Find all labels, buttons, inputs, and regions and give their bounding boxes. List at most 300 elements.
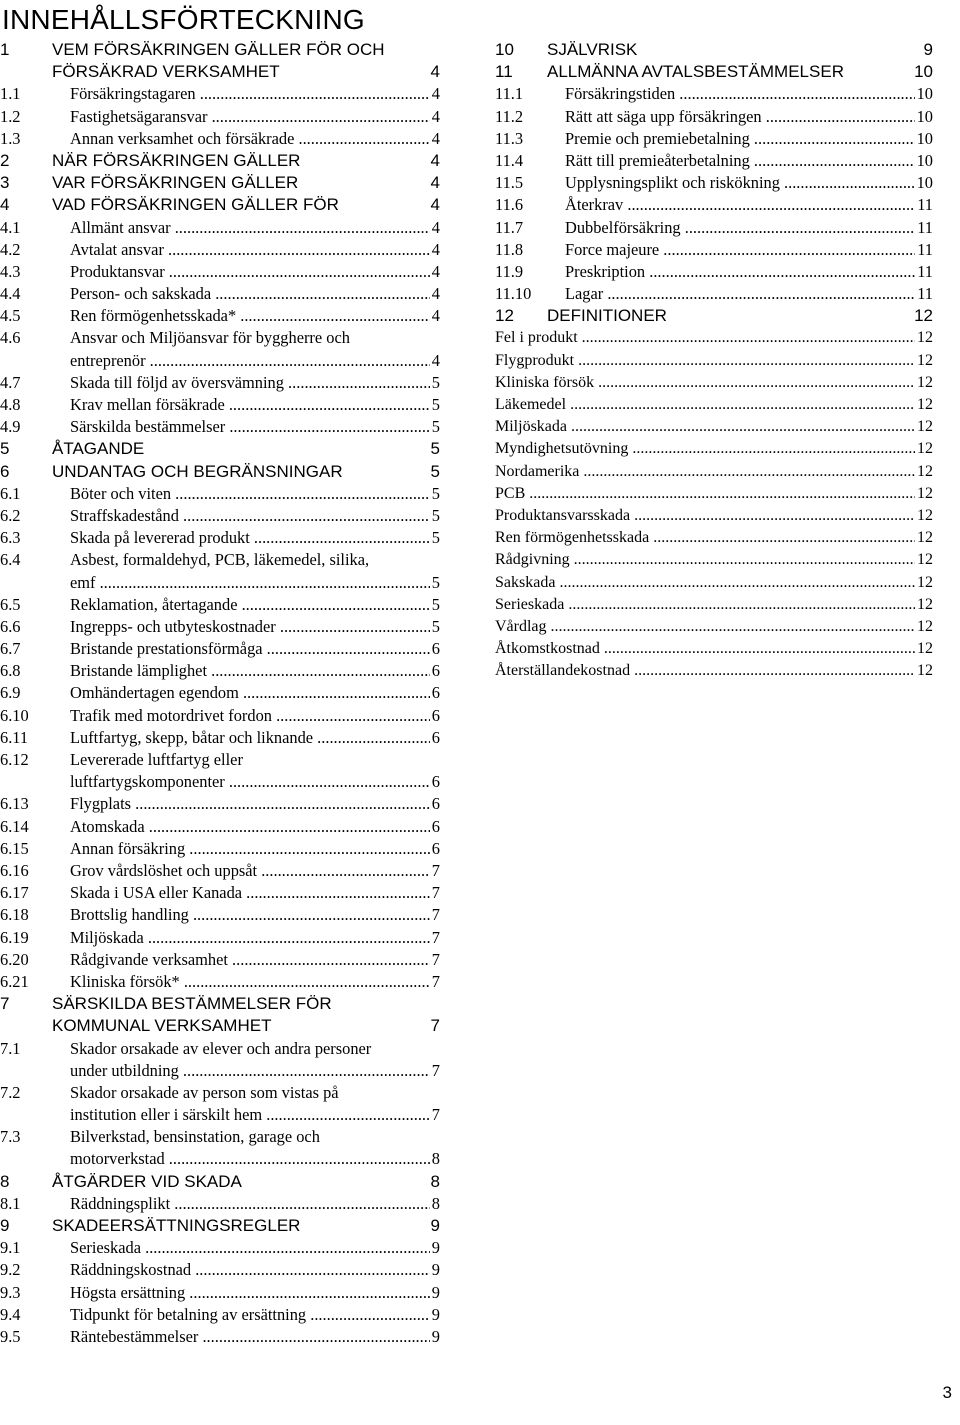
toc-entry-number: 6.15 bbox=[0, 838, 29, 858]
toc-entry-number: 11 bbox=[495, 62, 513, 82]
toc-entry-page: 4 bbox=[430, 83, 440, 105]
toc-entry-page: 12 bbox=[915, 594, 933, 616]
toc-entry[interactable] bbox=[0, 1193, 440, 1215]
toc-entry-title-line: emf ..... bbox=[70, 572, 440, 594]
toc-entry-title: Myndighetsutövning ..... bbox=[495, 438, 933, 460]
toc-entry-page: 10 bbox=[915, 83, 933, 105]
toc-entry-number: 6.18 bbox=[0, 905, 29, 925]
toc-entry-number: 7.1 bbox=[0, 1038, 21, 1058]
toc-entry-page: 4 bbox=[430, 217, 440, 239]
toc-entry[interactable] bbox=[0, 705, 440, 727]
toc-entry-page: 12 bbox=[915, 327, 933, 349]
toc-entry-page: 9 bbox=[430, 1282, 440, 1304]
toc-entry[interactable] bbox=[0, 416, 440, 438]
toc-entry-title: SJÄLVRISK bbox=[547, 40, 638, 59]
toc-entry-title-line: Skador orsakade av elever och andra personer bbox=[70, 1038, 372, 1058]
toc-entry[interactable] bbox=[495, 239, 933, 261]
toc-entry-number: 6.12 bbox=[0, 750, 29, 770]
toc-entry-title: Brottslig handling ..... bbox=[70, 904, 440, 926]
toc-entry-title: Ren förmögenhetsskada ..... bbox=[495, 527, 933, 549]
toc-entry-number: 7.3 bbox=[0, 1127, 21, 1147]
toc-entry-title: Lagar ..... bbox=[565, 283, 933, 305]
toc-entry-title: Nordamerika ..... bbox=[495, 461, 933, 483]
toc-section-entry[interactable] bbox=[0, 1171, 440, 1193]
toc-entry-title-line: under utbildning ..... bbox=[70, 1060, 440, 1082]
toc-entry-number: 6.9 bbox=[0, 683, 21, 703]
toc-entry-number: 1.1 bbox=[0, 84, 21, 104]
toc-entry-page: 4 bbox=[430, 283, 440, 305]
toc-section-entry[interactable] bbox=[0, 461, 440, 483]
toc-entry[interactable] bbox=[0, 616, 440, 638]
toc-left-column bbox=[0, 39, 440, 1348]
toc-entry-number: 11.10 bbox=[495, 284, 532, 304]
toc-entry-page: 5 bbox=[430, 461, 440, 481]
toc-entry[interactable] bbox=[495, 527, 933, 549]
toc-entry-number: 4.5 bbox=[0, 306, 21, 326]
toc-right-column bbox=[495, 39, 933, 682]
toc-entry[interactable] bbox=[0, 128, 440, 150]
toc-entry[interactable] bbox=[495, 660, 933, 682]
toc-entry-number: 4 bbox=[0, 195, 10, 215]
toc-entry[interactable] bbox=[495, 394, 933, 416]
toc-entry-number: 6.2 bbox=[0, 505, 21, 525]
toc-section-entry[interactable] bbox=[495, 61, 933, 83]
toc-entry-title: Högsta ersättning ..... bbox=[70, 1282, 440, 1304]
toc-entry-page: 4 bbox=[430, 305, 440, 327]
toc-entry-page: 4 bbox=[430, 195, 440, 215]
toc-entry-title: Produktansvarsskada ..... bbox=[495, 505, 933, 527]
toc-entry-title: Räntebestämmelser ..... bbox=[70, 1326, 440, 1348]
toc-entry[interactable] bbox=[495, 594, 933, 616]
toc-entry-title: Rådgivning ..... bbox=[495, 549, 933, 571]
toc-entry[interactable] bbox=[495, 128, 933, 150]
toc-entry-page: 10 bbox=[915, 128, 933, 150]
toc-entry-title: Omhändertagen egendom ..... bbox=[70, 682, 440, 704]
toc-entry[interactable] bbox=[0, 483, 440, 505]
toc-entry[interactable] bbox=[0, 106, 440, 128]
toc-entry-page: 10 bbox=[914, 62, 933, 82]
toc-entry-number: 6 bbox=[0, 461, 10, 481]
toc-entry-title: Rådgivande verksamhet ..... bbox=[70, 949, 440, 971]
toc-entry-page: 9 bbox=[430, 1259, 440, 1281]
toc-entry-page: 5 bbox=[430, 394, 440, 416]
toc-entry-title: DEFINITIONER bbox=[547, 306, 667, 326]
toc-entry-page: 7 bbox=[430, 904, 440, 926]
toc-entry-title-line: Asbest, formaldehyd, PCB, läkemedel, silika, bbox=[70, 550, 370, 570]
toc-entry-number: 4.4 bbox=[0, 284, 21, 304]
toc-entry-title: ALLMÄNNA AVTALSBESTÄMMELSER bbox=[547, 62, 844, 82]
toc-entry-number: 6.5 bbox=[0, 594, 21, 614]
toc-entry-title: Åtkomstkostnad ..... bbox=[495, 638, 933, 660]
toc-entry-page: 9 bbox=[923, 40, 933, 59]
toc-entry[interactable] bbox=[0, 1326, 440, 1348]
toc-entry-title: Bristande prestationsförmåga ..... bbox=[70, 638, 440, 660]
toc-entry[interactable] bbox=[0, 727, 440, 749]
toc-section-entry[interactable] bbox=[0, 438, 440, 460]
toc-entry-number: 6.7 bbox=[0, 639, 21, 659]
toc-entry-page: 12 bbox=[914, 306, 933, 326]
toc-entry-number: 6.6 bbox=[0, 616, 21, 636]
toc-entry-number: 7.2 bbox=[0, 1082, 21, 1102]
toc-section-entry[interactable] bbox=[0, 172, 440, 194]
toc-entry[interactable] bbox=[0, 638, 440, 660]
toc-entry-page: 6 bbox=[430, 660, 440, 682]
toc-entry-title: Reklamation, återtagande ..... bbox=[70, 594, 440, 616]
toc-entry-page: 12 bbox=[915, 505, 933, 527]
toc-entry-page: 7 bbox=[430, 882, 440, 904]
toc-entry[interactable] bbox=[0, 1304, 440, 1326]
toc-section-entry[interactable] bbox=[0, 1215, 440, 1237]
toc-entry-number: 6.11 bbox=[0, 727, 29, 747]
toc-entry-number: 11.2 bbox=[495, 106, 524, 126]
toc-entry-page: 11 bbox=[915, 239, 933, 261]
toc-entry-page: 11 bbox=[915, 217, 933, 239]
toc-entry[interactable] bbox=[495, 217, 933, 239]
toc-entry[interactable] bbox=[0, 261, 440, 283]
toc-entry-page: 6 bbox=[430, 705, 440, 727]
toc-section-entry[interactable] bbox=[495, 305, 933, 327]
toc-entry-title: NÄR FÖRSÄKRINGEN GÄLLER bbox=[52, 150, 301, 170]
toc-entry-page: 12 bbox=[915, 394, 933, 416]
toc-entry[interactable] bbox=[0, 660, 440, 682]
toc-entry-page: 12 bbox=[915, 549, 933, 571]
toc-entry-number: 1 bbox=[0, 40, 10, 59]
toc-entry[interactable] bbox=[0, 83, 440, 105]
toc-entry[interactable] bbox=[0, 1038, 440, 1082]
toc-entry-title: Force majeure ..... bbox=[565, 239, 933, 261]
toc-entry[interactable] bbox=[495, 549, 933, 571]
toc-entry-page: 6 bbox=[430, 682, 440, 704]
toc-entry-page: 12 bbox=[915, 416, 933, 438]
toc-entry[interactable] bbox=[495, 416, 933, 438]
toc-entry-page: 9 bbox=[430, 1216, 440, 1236]
toc-entry-title: Försäkringstiden ..... bbox=[565, 83, 933, 105]
toc-entry-number: 11.4 bbox=[495, 150, 524, 170]
toc-entry-title: Läkemedel ..... bbox=[495, 394, 933, 416]
toc-entry-title: Skada i USA eller Kanada ..... bbox=[70, 882, 440, 904]
toc-entry-page: 8 bbox=[430, 1148, 440, 1170]
toc-entry-page: 10 bbox=[915, 106, 933, 128]
toc-entry-title: Rätt att säga upp försäkringen ..... bbox=[565, 106, 933, 128]
toc-entry-number: 6.19 bbox=[0, 927, 29, 947]
toc-entry-number: 6.8 bbox=[0, 661, 21, 681]
toc-entry[interactable] bbox=[495, 483, 933, 505]
toc-entry-number: 6.14 bbox=[0, 816, 29, 836]
toc-entry[interactable] bbox=[0, 860, 440, 882]
toc-entry-number: 11.9 bbox=[495, 261, 524, 281]
toc-entry-title: ÅTGÄRDER VID SKADA bbox=[52, 1171, 242, 1191]
toc-entry-title: Trafik med motordrivet fordon ..... bbox=[70, 705, 440, 727]
toc-entry[interactable] bbox=[0, 949, 440, 971]
toc-entry-title: Premie och premiebetalning ..... bbox=[565, 128, 933, 150]
toc-entry-title-line: entreprenör ..... bbox=[70, 350, 440, 372]
toc-entry-page: 6 bbox=[430, 816, 440, 838]
toc-entry[interactable] bbox=[0, 793, 440, 815]
toc-entry[interactable] bbox=[0, 1082, 440, 1126]
toc-entry-title-line: Levererade luftfartyg eller bbox=[70, 750, 243, 770]
toc-entry[interactable] bbox=[0, 239, 440, 261]
toc-entry-number: 11.6 bbox=[495, 195, 524, 215]
toc-entry-page: 12 bbox=[915, 638, 933, 660]
toc-entry[interactable] bbox=[0, 527, 440, 549]
toc-entry[interactable] bbox=[0, 549, 440, 593]
toc-section-entry[interactable] bbox=[0, 39, 440, 83]
toc-entry-title-line: VEM FÖRSÄKRINGEN GÄLLER FÖR OCH bbox=[52, 40, 385, 59]
toc-entry-number: 1.2 bbox=[0, 106, 21, 126]
toc-entry-title-line: Skador orsakade av person som vistas på bbox=[70, 1082, 339, 1102]
toc-entry-page: 11 bbox=[915, 261, 933, 283]
toc-entry-title: Tidpunkt för betalning av ersättning ..... bbox=[70, 1304, 440, 1326]
toc-entry-title: Räddningsplikt ..... bbox=[70, 1193, 440, 1215]
toc-section-entry[interactable] bbox=[495, 39, 933, 61]
toc-entry-title: Krav mellan försäkrade ..... bbox=[70, 394, 440, 416]
toc-entry-page: 6 bbox=[430, 638, 440, 660]
toc-entry[interactable] bbox=[495, 505, 933, 527]
toc-entry[interactable] bbox=[495, 106, 933, 128]
toc-entry-title-line: FÖRSÄKRAD VERKSAMHET bbox=[52, 62, 280, 82]
toc-entry-title: Ingrepps- och utbyteskostnader ..... bbox=[70, 616, 440, 638]
toc-entry-number: 11.1 bbox=[495, 84, 524, 104]
toc-entry-page: 7 bbox=[430, 927, 440, 949]
toc-entry-title: Preskription ..... bbox=[565, 261, 933, 283]
toc-entry-page: 12 bbox=[915, 572, 933, 594]
toc-entry-page: 7 bbox=[430, 860, 440, 882]
toc-entry[interactable] bbox=[495, 283, 933, 305]
toc-entry-page: 4 bbox=[430, 173, 440, 193]
toc-entry-page: 4 bbox=[430, 239, 440, 261]
toc-entry-number: 6.21 bbox=[0, 971, 29, 991]
toc-entry[interactable] bbox=[0, 217, 440, 239]
page-title: INNEHÅLLSFÖRTECKNING bbox=[2, 4, 365, 35]
toc-entry[interactable] bbox=[0, 372, 440, 394]
toc-entry-title: Serieskada ..... bbox=[70, 1237, 440, 1259]
toc-entry-number: 4.3 bbox=[0, 261, 21, 281]
toc-entry[interactable] bbox=[495, 638, 933, 660]
toc-entry-page: 8 bbox=[430, 1193, 440, 1215]
toc-entry-number: 11.5 bbox=[495, 173, 524, 193]
toc-entry-page: 12 bbox=[915, 483, 933, 505]
toc-entry[interactable] bbox=[495, 194, 933, 216]
toc-entry-title: Sakskada ..... bbox=[495, 572, 933, 594]
toc-entry-title: Flygprodukt ..... bbox=[495, 350, 933, 372]
toc-entry-page: 5 bbox=[430, 527, 440, 549]
toc-entry-number: 3 bbox=[0, 173, 10, 193]
toc-entry-page: 8 bbox=[430, 1171, 440, 1191]
toc-entry-number: 6.13 bbox=[0, 794, 29, 814]
toc-entry[interactable] bbox=[0, 838, 440, 860]
toc-entry-title: Skada till följd av översvämning ..... bbox=[70, 372, 440, 394]
toc-entry-title: Fastighetsägaransvar ..... bbox=[70, 106, 440, 128]
toc-entry-number: 9.4 bbox=[0, 1304, 21, 1324]
toc-entry-title: Avtalat ansvar ..... bbox=[70, 239, 440, 261]
toc-entry-number: 8.1 bbox=[0, 1193, 21, 1213]
toc-entry-number: 4.8 bbox=[0, 395, 21, 415]
toc-entry-title: Kliniska försök ..... bbox=[495, 372, 933, 394]
toc-entry[interactable] bbox=[495, 461, 933, 483]
toc-entry-page: 9 bbox=[430, 1326, 440, 1348]
toc-section-entry[interactable] bbox=[0, 993, 440, 1037]
toc-entry[interactable] bbox=[495, 372, 933, 394]
toc-entry-title: Böter och viten ..... bbox=[70, 483, 440, 505]
toc-entry-title: Luftfartyg, skepp, båtar och liknande ..... bbox=[70, 727, 440, 749]
toc-entry-number: 9 bbox=[0, 1216, 10, 1236]
toc-entry-number: 4.7 bbox=[0, 372, 21, 392]
toc-entry-page: 12 bbox=[915, 438, 933, 460]
toc-entry-title: Straffskadestånd ..... bbox=[70, 505, 440, 527]
toc-entry-page: 10 bbox=[915, 150, 933, 172]
toc-entry[interactable] bbox=[495, 172, 933, 194]
toc-entry-page: 5 bbox=[430, 572, 440, 594]
toc-entry-page: 12 bbox=[915, 461, 933, 483]
toc-entry-page: 9 bbox=[430, 1237, 440, 1259]
toc-entry-page: 5 bbox=[430, 483, 440, 505]
toc-entry-page: 6 bbox=[430, 727, 440, 749]
toc-entry-number: 12 bbox=[495, 306, 514, 326]
toc-entry[interactable] bbox=[495, 83, 933, 105]
toc-entry-page: 5 bbox=[430, 616, 440, 638]
toc-entry[interactable] bbox=[495, 327, 933, 349]
toc-entry[interactable] bbox=[495, 616, 933, 638]
toc-entry-page: 7 bbox=[430, 971, 440, 993]
toc-entry-page: 11 bbox=[915, 283, 933, 305]
toc-entry-title: Räddningskostnad ..... bbox=[70, 1259, 440, 1281]
toc-entry-number: 6.10 bbox=[0, 705, 29, 725]
toc-entry-page: 10 bbox=[915, 172, 933, 194]
toc-entry-page: 12 bbox=[915, 372, 933, 394]
toc-entry-number: 10 bbox=[495, 40, 514, 59]
toc-entry-page: 5 bbox=[430, 505, 440, 527]
toc-entry-page: 12 bbox=[915, 350, 933, 372]
toc-entry-title-line: KOMMUNAL VERKSAMHET bbox=[52, 1016, 272, 1036]
toc-entry-title: Atomskada ..... bbox=[70, 816, 440, 838]
toc-entry[interactable] bbox=[0, 1126, 440, 1170]
toc-entry-page: 4 bbox=[430, 62, 440, 82]
toc-entry-title-line: institution eller i särskilt hem ..... bbox=[70, 1104, 440, 1126]
toc-entry-page: 6 bbox=[430, 793, 440, 815]
toc-entry-page: 5 bbox=[430, 439, 440, 459]
toc-entry-number: 8 bbox=[0, 1171, 10, 1191]
toc-entry-title-line: Bilverkstad, bensinstation, garage och bbox=[70, 1127, 320, 1147]
toc-entry-page: 11 bbox=[915, 194, 933, 216]
toc-entry-title: Miljöskada ..... bbox=[70, 927, 440, 949]
toc-entry-page: 4 bbox=[430, 350, 440, 372]
toc-entry-page: 12 bbox=[915, 527, 933, 549]
toc-entry-page: 12 bbox=[915, 616, 933, 638]
toc-entry-page: 7 bbox=[430, 949, 440, 971]
toc-entry[interactable] bbox=[0, 749, 440, 793]
toc-entry-page: 12 bbox=[915, 660, 933, 682]
toc-entry-page: 6 bbox=[430, 771, 440, 793]
page-number: 3 bbox=[942, 1383, 952, 1402]
toc-entry-number: 7 bbox=[0, 994, 10, 1014]
toc-entry-page: 4 bbox=[430, 261, 440, 283]
toc-entry-title-line: luftfartygskomponenter ..... bbox=[70, 771, 440, 793]
toc-entry-title: Kliniska försök* ..... bbox=[70, 971, 440, 993]
toc-entry-title: Rätt till premieåterbetalning ..... bbox=[565, 150, 933, 172]
toc-entry-title: Annan verksamhet och försäkrade ..... bbox=[70, 128, 440, 150]
toc-entry-title: Särskilda bestämmelser ..... bbox=[70, 416, 440, 438]
toc-entry[interactable] bbox=[0, 682, 440, 704]
toc-entry-title: VAD FÖRSÄKRINGEN GÄLLER FÖR bbox=[52, 195, 339, 215]
toc-entry[interactable] bbox=[0, 1282, 440, 1304]
toc-entry-number: 1.3 bbox=[0, 128, 21, 148]
toc-entry-title: Dubbelförsäkring ..... bbox=[565, 217, 933, 239]
toc-entry[interactable] bbox=[0, 327, 440, 371]
toc-entry-title: Försäkringstagaren ..... bbox=[70, 83, 440, 105]
toc-entry-title: Serieskada ..... bbox=[495, 594, 933, 616]
toc-entry[interactable] bbox=[495, 572, 933, 594]
toc-section-entry[interactable] bbox=[0, 150, 440, 172]
toc-entry-title-line: SÄRSKILDA BESTÄMMELSER FÖR bbox=[52, 994, 332, 1014]
toc-entry[interactable] bbox=[0, 927, 440, 949]
toc-entry-number: 4.6 bbox=[0, 328, 21, 348]
toc-entry[interactable] bbox=[0, 305, 440, 327]
toc-entry[interactable] bbox=[0, 816, 440, 838]
toc-entry-title-line: Ansvar och Miljöansvar för byggherre och bbox=[70, 328, 350, 348]
toc-entry-title: Skada på levererad produkt ..... bbox=[70, 527, 440, 549]
toc-entry-number: 9.1 bbox=[0, 1238, 21, 1258]
toc-entry[interactable] bbox=[0, 971, 440, 993]
toc-entry-number: 6.1 bbox=[0, 483, 21, 503]
toc-entry-title: Annan försäkring ..... bbox=[70, 838, 440, 860]
toc-entry[interactable] bbox=[495, 261, 933, 283]
toc-entry-page: 6 bbox=[430, 838, 440, 860]
toc-entry-number: 6.4 bbox=[0, 550, 21, 570]
toc-entry-number: 5 bbox=[0, 439, 10, 459]
toc-entry-title: Ren förmögenhetsskada* ..... bbox=[70, 305, 440, 327]
toc-entry-number: 6.16 bbox=[0, 861, 29, 880]
toc-entry-number: 6.17 bbox=[0, 883, 29, 903]
toc-entry-title: Upplysningsplikt och riskökning ..... bbox=[565, 172, 933, 194]
toc-entry-title: Återkrav ..... bbox=[565, 194, 933, 216]
toc-entry-number: 4.1 bbox=[0, 217, 21, 237]
toc-entry-number: 2 bbox=[0, 150, 10, 170]
toc-entry-page: 5 bbox=[430, 372, 440, 394]
toc-entry-number: 6.20 bbox=[0, 949, 29, 969]
toc-entry[interactable] bbox=[0, 904, 440, 926]
toc-entry[interactable] bbox=[495, 438, 933, 460]
toc-entry-number: 4.9 bbox=[0, 417, 21, 437]
toc-entry-page: 7 bbox=[430, 1060, 440, 1082]
toc-section-entry[interactable] bbox=[0, 194, 440, 216]
toc-entry-title: Återställandekostnad ..... bbox=[495, 660, 933, 682]
toc-entry[interactable] bbox=[0, 1259, 440, 1281]
toc-entry-page: 5 bbox=[430, 594, 440, 616]
toc-entry-page: 5 bbox=[430, 416, 440, 438]
toc-entry[interactable] bbox=[0, 882, 440, 904]
toc-entry[interactable] bbox=[495, 350, 933, 372]
toc-entry-title: Grov vårdslöshet och uppsåt ..... bbox=[70, 860, 440, 882]
toc-entry-number: 11.8 bbox=[495, 239, 524, 259]
toc-entry-number: 4.2 bbox=[0, 239, 21, 259]
toc-entry-title-line: motorverkstad ..... bbox=[70, 1148, 440, 1170]
toc-entry[interactable] bbox=[0, 505, 440, 527]
toc-entry-title: SKADEERSÄTTNINGSREGLER bbox=[52, 1216, 301, 1236]
toc-entry[interactable] bbox=[0, 1237, 440, 1259]
toc-entry-page: 4 bbox=[430, 150, 440, 170]
toc-entry[interactable] bbox=[495, 150, 933, 172]
toc-entry-page: 9 bbox=[430, 1304, 440, 1326]
toc-entry-number: 11.3 bbox=[495, 128, 524, 148]
toc-entry-number: 9.5 bbox=[0, 1327, 21, 1346]
toc-entry-page: 7 bbox=[430, 1016, 440, 1036]
toc-entry[interactable] bbox=[0, 394, 440, 416]
toc-entry-title: Bristande lämplighet ..... bbox=[70, 660, 440, 682]
toc-entry[interactable] bbox=[0, 594, 440, 616]
toc-entry-title: Fel i produkt ..... bbox=[495, 327, 933, 349]
toc-entry[interactable] bbox=[0, 283, 440, 305]
toc-entry-title: ÅTAGANDE bbox=[52, 439, 145, 459]
